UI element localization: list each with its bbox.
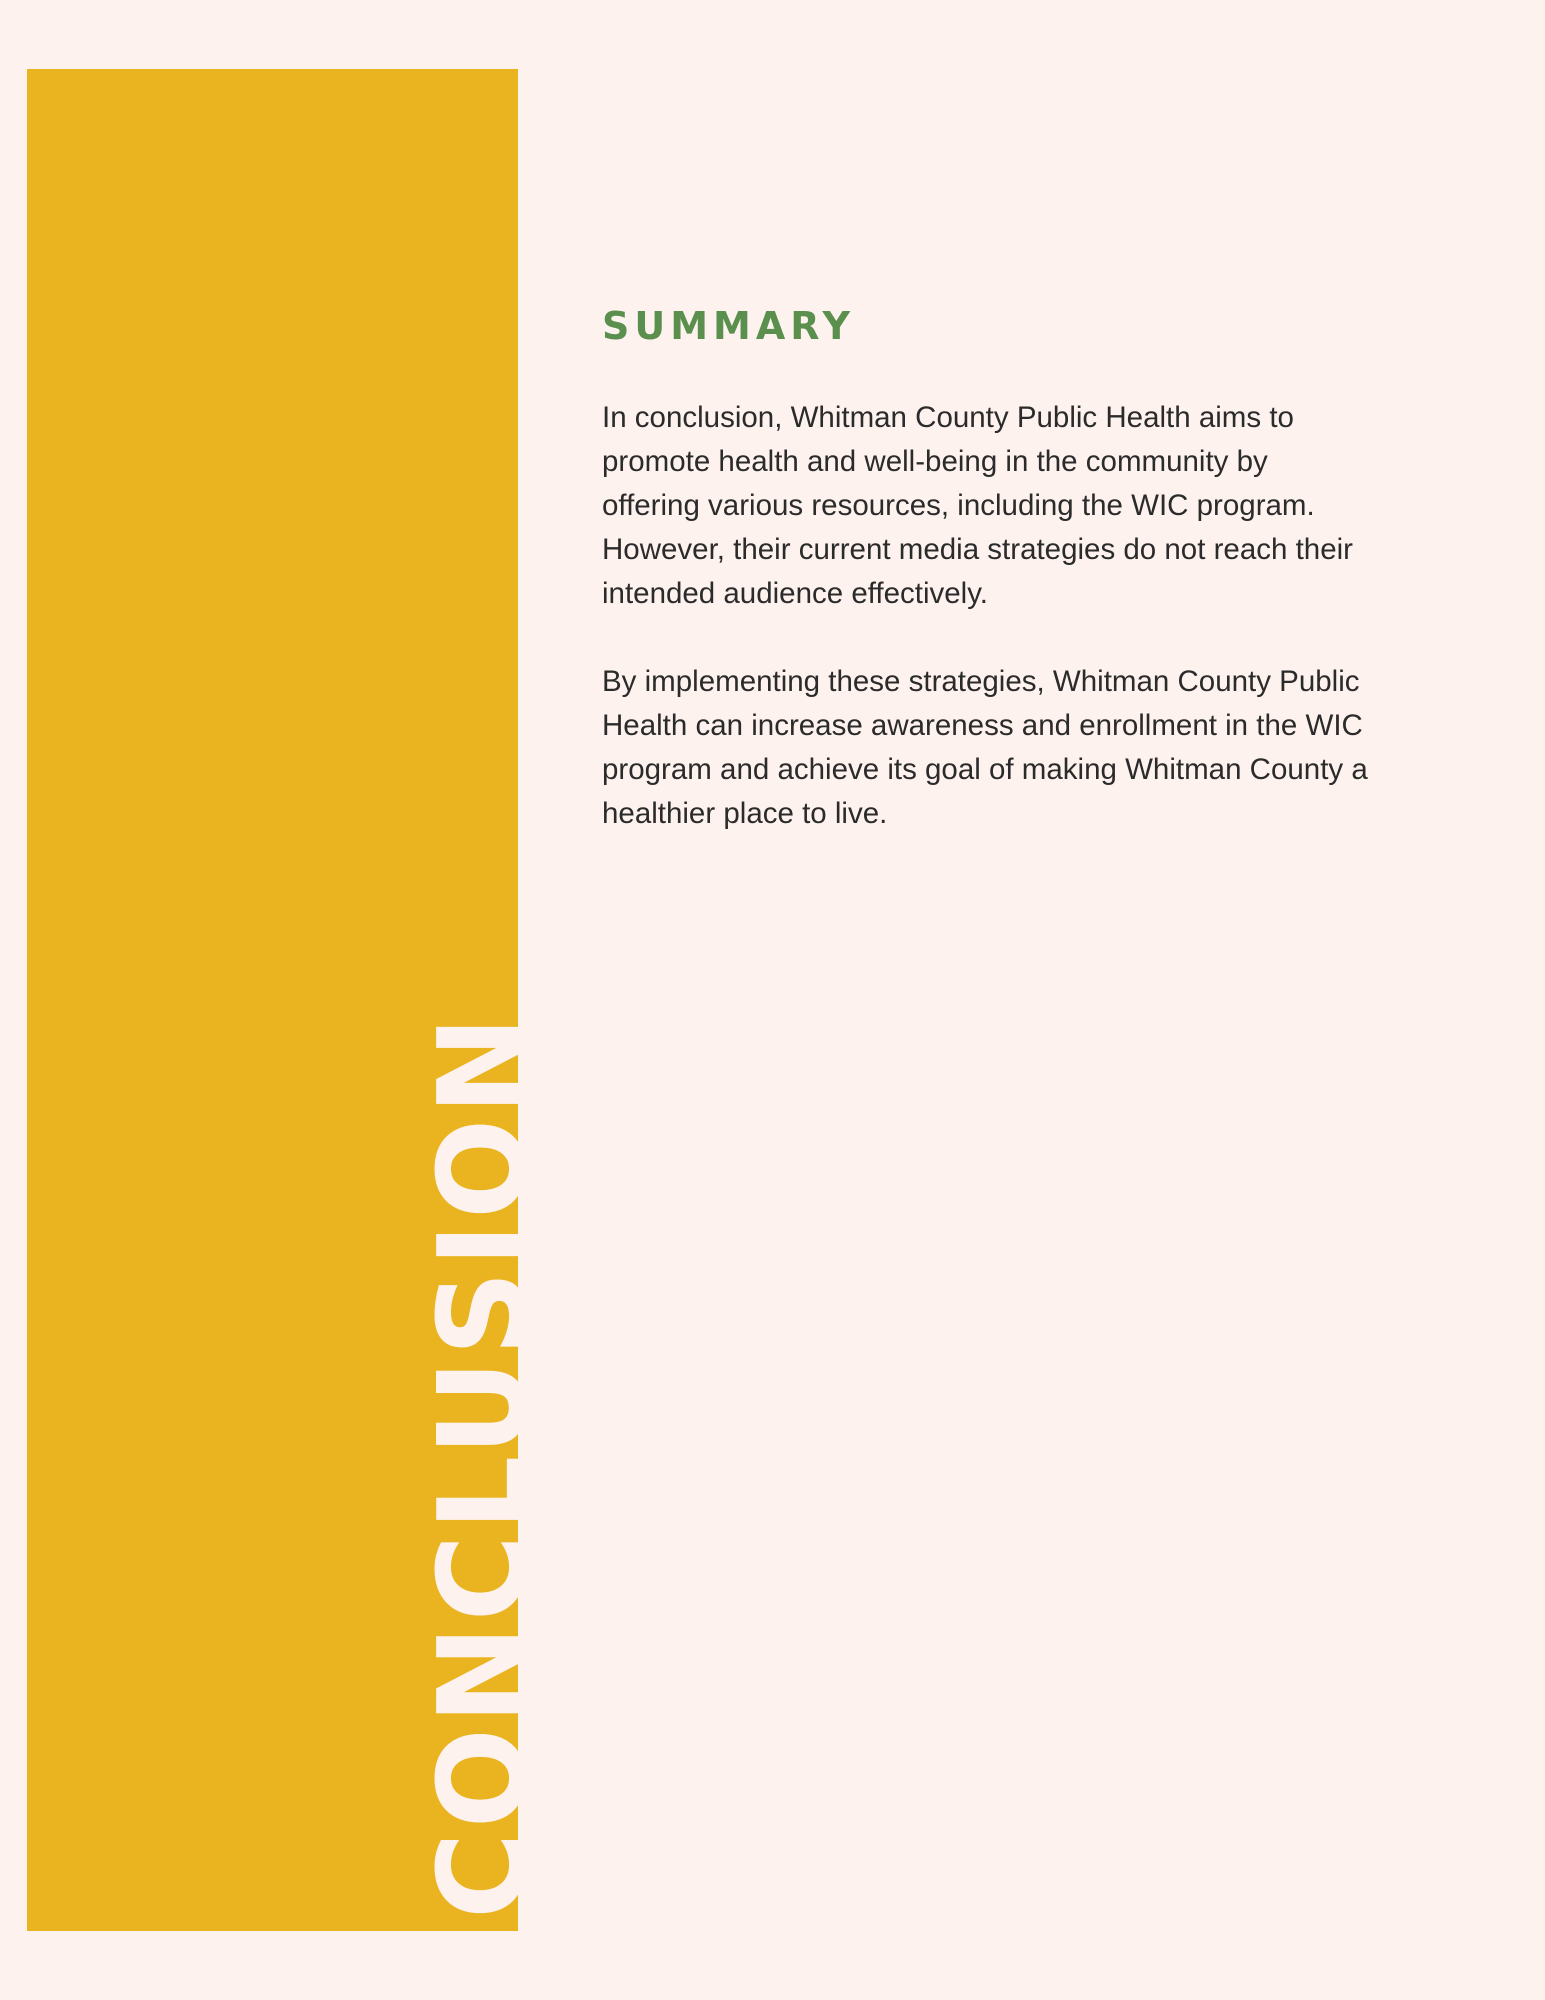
summary-section [602, 300, 1382, 836]
summary-heading: SUMMARY [602, 304, 855, 348]
section-title-text: CONCLUSION [411, 1011, 553, 1919]
summary-paragraph-1: In conclusion, Whitman County Public Health aims to promote health and well-being in the community by offering various resources, including the WIC program. However, their current media strategies do not reach their intended audience effectively. [602, 401, 1353, 610]
side-panel [27, 69, 553, 1931]
section-title-vertical [411, 909, 553, 1919]
summary-paragraph-2: By implementing these strategies, Whitman County Public Health can increase awareness and enrollment in the WIC program and achieve its goal of making Whitman County a healthier place to live. [602, 665, 1368, 830]
